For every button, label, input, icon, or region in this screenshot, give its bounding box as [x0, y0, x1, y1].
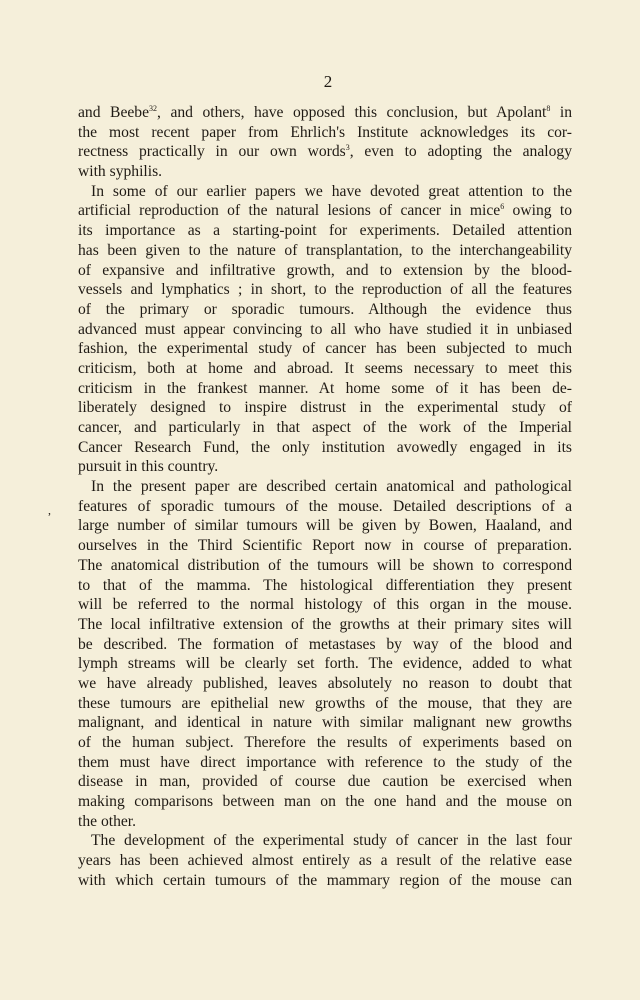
text-segment: vessels and lymphatics ; in short, to the reproduction of all the features [78, 281, 572, 299]
text-line [78, 103, 572, 123]
text-line [78, 615, 572, 635]
text-line [78, 772, 572, 792]
text-segment: advanced must appear convincing to all who have studied it in unbiased [78, 320, 572, 338]
text-segment: and Beebe [78, 104, 150, 121]
text-line [78, 300, 572, 320]
text-segment: of the human subject. Therefore the results of experiments based on [78, 734, 572, 751]
body-text [78, 103, 572, 891]
text-segment: In the present paper are described certain anatomical and pathological [91, 478, 572, 496]
text-line [78, 812, 572, 832]
text-line [78, 792, 572, 812]
text-segment: lymph streams will be clearly set forth. The evidence, added to what [78, 655, 572, 673]
text-line [78, 654, 572, 674]
text-line [78, 713, 572, 733]
text-line [78, 201, 572, 221]
text-segment: owing to [504, 202, 572, 220]
text-line [78, 871, 572, 891]
text-segment: disease in man, provided of course due caution be exercised when [78, 773, 572, 791]
text-line [78, 339, 572, 359]
page-number: 2 [323, 72, 333, 91]
text-line [78, 359, 572, 379]
text-line [78, 438, 572, 458]
text-segment: criticism in the frankest manner. At home some of it has been de- [78, 379, 572, 397]
text-line [78, 595, 572, 615]
text-segment: with which certain tumours of the mammary region of the mouse can [78, 871, 572, 889]
text-segment: pursuit in this country. [78, 458, 219, 476]
text-segment: liberately designed to inspire distrust in the experimental study of [78, 399, 572, 417]
text-segment: Cancer Research Fund, the only institution avowedly engaged in its [78, 438, 572, 456]
text-segment: them must have direct importance with reference to the study of the [78, 753, 572, 771]
text-segment: the most recent paper from Ehrlich's Institute acknowledges its cor- [78, 123, 572, 141]
text-line [78, 123, 572, 143]
text-segment: the other. [78, 812, 137, 830]
text-segment: cancer, and particularly in that aspect of the work of the Imperial [78, 419, 572, 436]
text-segment: features of sporadic tumours of the mouse. Detailed descriptions of a [78, 497, 572, 515]
text-segment: criticism, both at home and abroad. It seems necessary to meet this [78, 359, 572, 377]
margin-mark: , [48, 503, 51, 517]
text-line [78, 280, 572, 300]
text-segment: fashion, the experimental study of cancer has been subjected to much [78, 340, 572, 358]
text-line [78, 497, 572, 517]
text-segment: rectness practically in our own words [78, 143, 346, 161]
footnote-reference: 32 [149, 104, 158, 113]
text-segment: we have already published, leaves absolutely no reason to doubt that [78, 674, 572, 692]
text-segment: , and others, have opposed this conclusion, but Apolant [157, 104, 547, 121]
text-segment: in [550, 104, 572, 121]
text-segment: large number of similar tumours will be given by Bowen, Haaland, and [78, 517, 572, 535]
text-line [78, 221, 572, 241]
text-line [78, 674, 572, 694]
text-line [78, 694, 572, 714]
text-line [78, 162, 572, 182]
text-segment: will be referred to the normal histology of this organ in the mouse. [78, 596, 572, 614]
text-segment: these tumours are epithelial new growths of the mouse, that they are [78, 694, 572, 712]
text-line [78, 182, 572, 202]
text-line [78, 536, 572, 556]
text-segment: be described. The formation of metastases by way of the blood and [78, 635, 572, 653]
text-segment: to that of the mamma. The histological differentiation they present [78, 576, 572, 594]
text-segment: malignant, and identical in nature with similar malignant new growths [78, 714, 572, 732]
text-line [78, 753, 572, 773]
text-segment: of the primary or sporadic tumours. Although the evidence thus [78, 300, 572, 318]
text-segment: with syphilis. [78, 163, 163, 181]
footnote-reference: 6 [500, 202, 505, 212]
text-line [78, 831, 572, 851]
text-line [78, 241, 572, 261]
text-line [78, 142, 572, 162]
text-line [78, 516, 572, 536]
footnote-reference: 3 [345, 143, 350, 153]
text-line [78, 418, 572, 438]
text-segment: years has been achieved almost entirely as a result of the relative ease [78, 852, 572, 870]
text-line [78, 733, 572, 753]
text-segment: , even to adopting the analogy [349, 143, 572, 161]
text-segment: ourselves in the Third Scientific Report now in course of preparation. [78, 537, 572, 555]
text-line [78, 320, 572, 340]
footnote-reference: 8 [546, 104, 551, 113]
text-line [78, 576, 572, 596]
text-segment: making comparisons between man on the one hand and the mouse on [78, 793, 572, 811]
text-line [78, 635, 572, 655]
text-segment: The anatomical distribution of the tumours will be shown to correspond [78, 556, 572, 574]
text-segment: The local infiltrative extension of the growths at their primary sites will [78, 615, 572, 633]
text-line [78, 379, 572, 399]
text-line [78, 851, 572, 871]
text-line [78, 398, 572, 418]
text-segment: The development of the experimental study of cancer in the last four [91, 832, 572, 850]
text-segment: artificial reproduction of the natural lesions of cancer in mice [78, 202, 501, 220]
text-line [78, 477, 572, 497]
text-segment: of expansive and infiltrative growth, and to extension by the blood- [78, 261, 572, 279]
text-line [78, 261, 572, 281]
text-segment: its importance as a starting-point for experiments. Detailed attention [78, 222, 572, 240]
text-line [78, 556, 572, 576]
text-segment: In some of our earlier papers we have devoted great attention to the [91, 182, 572, 200]
text-line [78, 457, 572, 477]
text-segment: has been given to the nature of transplantation, to the interchangeability [78, 241, 572, 259]
